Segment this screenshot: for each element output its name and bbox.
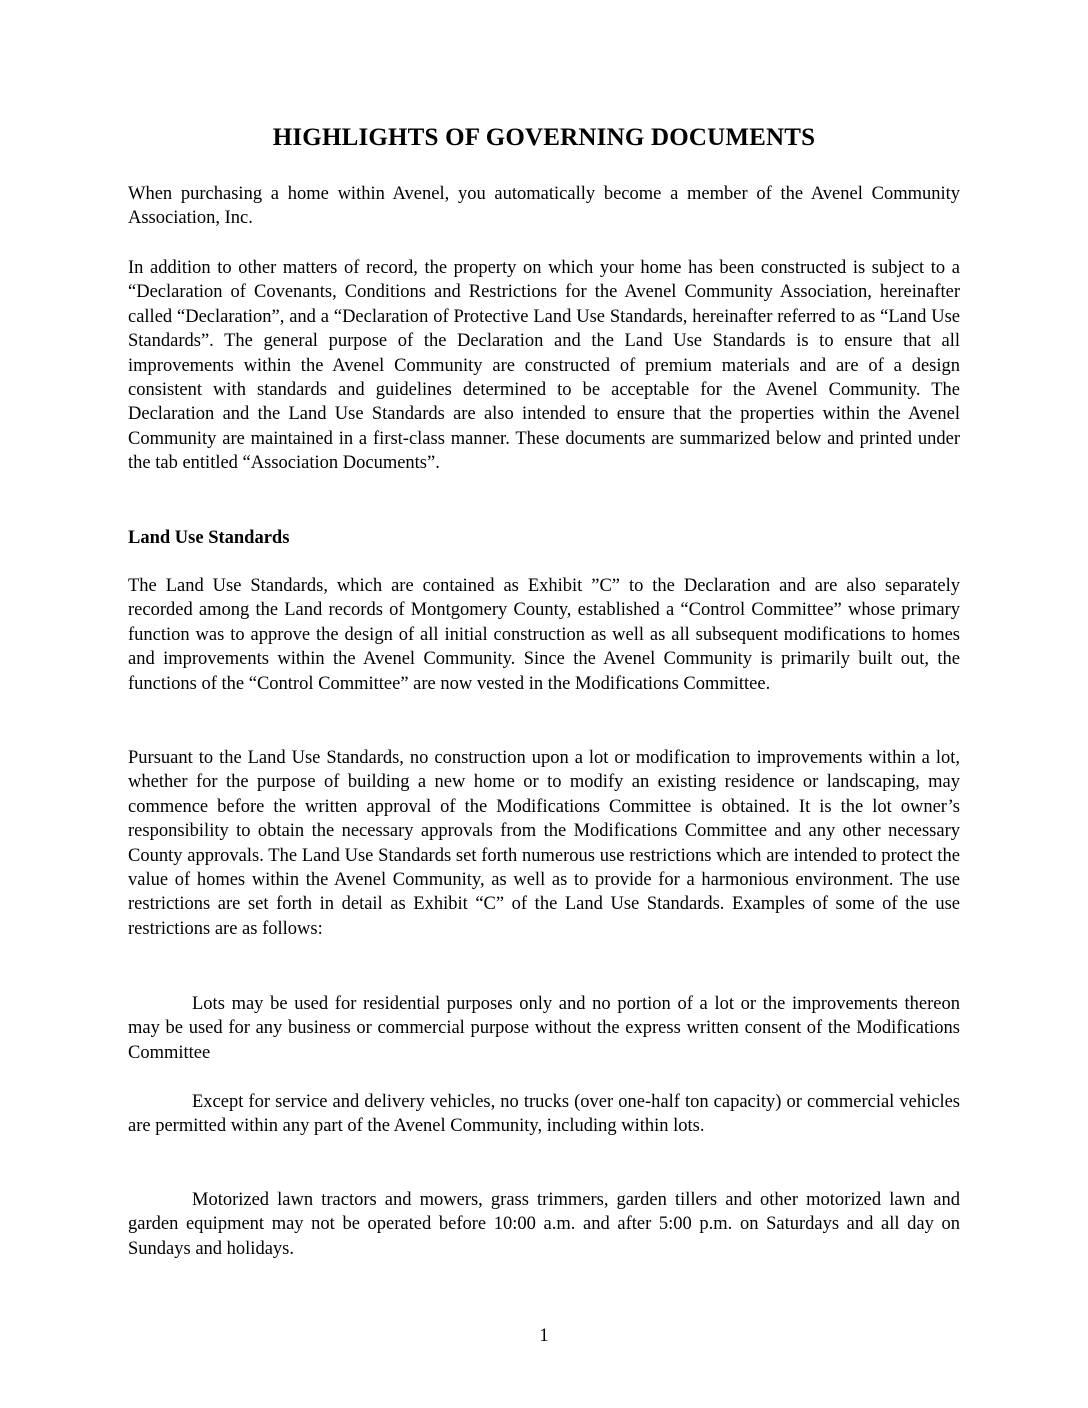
- pursuant-paragraph: Pursuant to the Land Use Standards, no construction upon a lot or modification to improvements within a lot, whether for the purpose of building a new home or to modify an existing residence or landscaping, may commence before the written approval of the Modifications Committee is obtained. It is the lot owner’s responsibility to obtain the necessary approvals from the Modifications Committee and any other necessary County approvals. The Land Use Standards set forth numerous use restrictions which are intended to protect the value of homes within the Avenel Community, as well as to provide for a harmonious environment. The use restrictions are set forth in detail as Exhibit “C” of the Land Use Standards. Examples of some of the use restrictions are as follows:: [128, 748, 960, 939]
- page-number: 1: [539, 1326, 549, 1346]
- restriction-lawn-equipment: Motorized lawn tractors and mowers, grass trimmers, garden tillers and other motorized lawn and garden equipment may not be operated before 10:00 a.m. and after 5:00 p.m. on Saturdays and all day on Sundays and holidays.: [128, 1190, 960, 1259]
- restriction-residential: Lots may be used for residential purposes only and no portion of a lot or the improvements thereon may be used for any business or commercial purpose without the express written consent of the Modifications Committee: [128, 994, 960, 1063]
- land-use-paragraph: The Land Use Standards, which are contained as Exhibit ”C” to the Declaration and are also separately recorded among the Land records of Montgomery County, established a “Control Committee” whose primary function was to approve the design of all initial construction as well as all subsequent modifications to homes and improvements within the Avenel Community. Since the Avenel Community is primarily built out, the functions of the “Control Committee” are now vested in the Modifications Committee.: [128, 576, 960, 694]
- restriction-vehicles: Except for service and delivery vehicles, no trucks (over one-half ton capacity) or commercial vehicles are permitted within any part of the Avenel Community, including within lots.: [128, 1092, 960, 1137]
- document-title: HIGHLIGHTS OF GOVERNING DOCUMENTS: [272, 124, 816, 151]
- intro-paragraph: When purchasing a home within Avenel, you automatically become a member of the Avenel Community Association, Inc.: [128, 184, 960, 229]
- land-use-heading: Land Use Standards: [128, 528, 290, 548]
- declaration-paragraph: In addition to other matters of record, the property on which your home has been constructed is subject to a “Declaration of Covenants, Conditions and Restrictions for the Avenel Community Association, hereinafter called “Declaration”, and a “Declaration of Protective Land Use Standards, hereinafter referred to as “Land Use Standards”. The general purpose of the Declaration and the Land Use Standards is to ensure that all improvements within the Avenel Community are constructed of premium materials and are of a design consistent with standards and guidelines determined to be acceptable for the Avenel Community. The Declaration and the Land Use Standards are also intended to ensure that the properties within the Avenel Community are maintained in a first-class manner. These documents are summarized below and printed under the tab entitled “Association Documents”.: [128, 258, 960, 474]
